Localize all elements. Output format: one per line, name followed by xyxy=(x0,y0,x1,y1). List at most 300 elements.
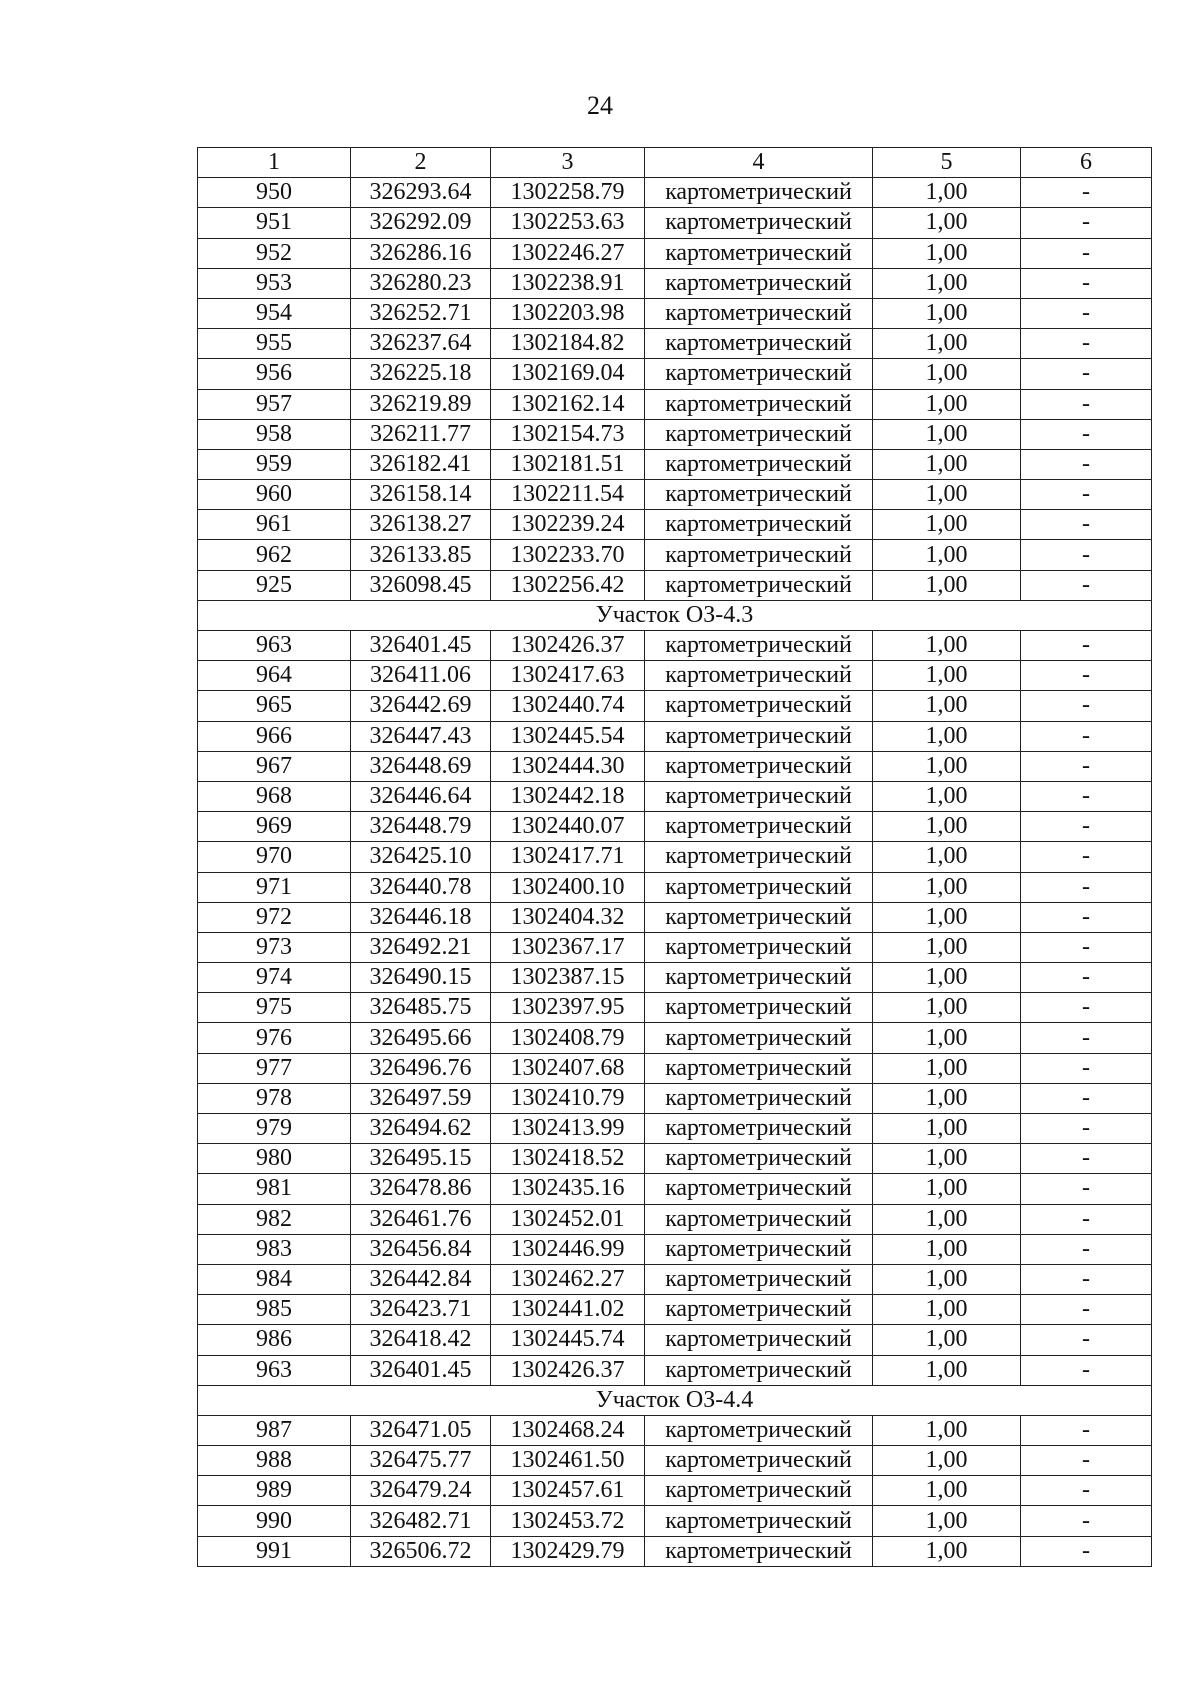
point-number-cell: 978 xyxy=(198,1083,351,1113)
method-cell: картометрический xyxy=(645,268,873,298)
accuracy-cell: 1,00 xyxy=(873,1204,1021,1234)
accuracy-cell: 1,00 xyxy=(873,540,1021,570)
point-number-cell: 955 xyxy=(198,329,351,359)
y-coordinate-cell: 1302435.16 xyxy=(491,1174,645,1204)
coordinates-table xyxy=(197,147,1152,1567)
table-row xyxy=(198,570,1152,600)
accuracy-cell: 1,00 xyxy=(873,1506,1021,1536)
point-number-cell: 989 xyxy=(198,1476,351,1506)
x-coordinate-cell: 326225.18 xyxy=(351,359,491,389)
point-number-cell: 953 xyxy=(198,268,351,298)
note-cell: - xyxy=(1021,631,1152,661)
accuracy-cell: 1,00 xyxy=(873,1053,1021,1083)
x-coordinate-cell: 326461.76 xyxy=(351,1204,491,1234)
x-coordinate-cell: 326401.45 xyxy=(351,1355,491,1385)
note-cell: - xyxy=(1021,1234,1152,1264)
accuracy-cell: 1,00 xyxy=(873,751,1021,781)
table-row xyxy=(198,359,1152,389)
x-coordinate-cell: 326418.42 xyxy=(351,1325,491,1355)
method-cell: картометрический xyxy=(645,631,873,661)
note-cell: - xyxy=(1021,570,1152,600)
note-cell: - xyxy=(1021,721,1152,751)
y-coordinate-cell: 1302440.74 xyxy=(491,691,645,721)
method-cell: картометрический xyxy=(645,1476,873,1506)
point-number-cell: 975 xyxy=(198,993,351,1023)
method-cell: картометрический xyxy=(645,1053,873,1083)
x-coordinate-cell: 326446.64 xyxy=(351,781,491,811)
method-cell: картометрический xyxy=(645,781,873,811)
point-number-cell: 957 xyxy=(198,389,351,419)
point-number-cell: 991 xyxy=(198,1536,351,1566)
point-number-cell: 988 xyxy=(198,1446,351,1476)
accuracy-cell: 1,00 xyxy=(873,872,1021,902)
table-row xyxy=(198,480,1152,510)
note-cell: - xyxy=(1021,480,1152,510)
note-cell: - xyxy=(1021,932,1152,962)
x-coordinate-cell: 326182.41 xyxy=(351,449,491,479)
column-header: 5 xyxy=(873,148,1021,178)
y-coordinate-cell: 1302184.82 xyxy=(491,329,645,359)
y-coordinate-cell: 1302446.99 xyxy=(491,1234,645,1264)
note-cell: - xyxy=(1021,1476,1152,1506)
accuracy-cell: 1,00 xyxy=(873,1415,1021,1445)
accuracy-cell: 1,00 xyxy=(873,1355,1021,1385)
note-cell: - xyxy=(1021,902,1152,932)
note-cell: - xyxy=(1021,238,1152,268)
x-coordinate-cell: 326440.78 xyxy=(351,872,491,902)
table-row xyxy=(198,1264,1152,1294)
note-cell: - xyxy=(1021,419,1152,449)
method-cell: картометрический xyxy=(645,178,873,208)
x-coordinate-cell: 326456.84 xyxy=(351,1234,491,1264)
method-cell: картометрический xyxy=(645,721,873,751)
table-row xyxy=(198,449,1152,479)
accuracy-cell: 1,00 xyxy=(873,1174,1021,1204)
note-cell: - xyxy=(1021,1355,1152,1385)
table-row xyxy=(198,1536,1152,1566)
x-coordinate-cell: 326442.69 xyxy=(351,691,491,721)
x-coordinate-cell: 326447.43 xyxy=(351,721,491,751)
point-number-cell: 963 xyxy=(198,631,351,661)
table-row xyxy=(198,661,1152,691)
table-row xyxy=(198,540,1152,570)
table-row xyxy=(198,902,1152,932)
x-coordinate-cell: 326280.23 xyxy=(351,268,491,298)
table-header-row xyxy=(198,148,1152,178)
accuracy-cell: 1,00 xyxy=(873,781,1021,811)
note-cell: - xyxy=(1021,1446,1152,1476)
x-coordinate-cell: 326252.71 xyxy=(351,298,491,328)
y-coordinate-cell: 1302258.79 xyxy=(491,178,645,208)
note-cell: - xyxy=(1021,298,1152,328)
method-cell: картометрический xyxy=(645,419,873,449)
method-cell: картометрический xyxy=(645,812,873,842)
point-number-cell: 954 xyxy=(198,298,351,328)
table-row xyxy=(198,932,1152,962)
accuracy-cell: 1,00 xyxy=(873,238,1021,268)
note-cell: - xyxy=(1021,1264,1152,1294)
y-coordinate-cell: 1302453.72 xyxy=(491,1506,645,1536)
table-row xyxy=(198,812,1152,842)
accuracy-cell: 1,00 xyxy=(873,842,1021,872)
method-cell: картометрический xyxy=(645,1506,873,1536)
table-row xyxy=(198,1295,1152,1325)
method-cell: картометрический xyxy=(645,238,873,268)
accuracy-cell: 1,00 xyxy=(873,1446,1021,1476)
note-cell: - xyxy=(1021,812,1152,842)
y-coordinate-cell: 1302211.54 xyxy=(491,480,645,510)
accuracy-cell: 1,00 xyxy=(873,1325,1021,1355)
page-number: 24 xyxy=(587,91,613,120)
point-number-cell: 986 xyxy=(198,1325,351,1355)
note-cell: - xyxy=(1021,359,1152,389)
y-coordinate-cell: 1302418.52 xyxy=(491,1144,645,1174)
section-title: Участок ОЗ-4.3 xyxy=(198,600,1152,630)
accuracy-cell: 1,00 xyxy=(873,359,1021,389)
x-coordinate-cell: 326471.05 xyxy=(351,1415,491,1445)
y-coordinate-cell: 1302457.61 xyxy=(491,1476,645,1506)
table-row xyxy=(198,842,1152,872)
accuracy-cell: 1,00 xyxy=(873,480,1021,510)
table-row xyxy=(198,510,1152,540)
accuracy-cell: 1,00 xyxy=(873,389,1021,419)
method-cell: картометрический xyxy=(645,691,873,721)
note-cell: - xyxy=(1021,510,1152,540)
point-number-cell: 956 xyxy=(198,359,351,389)
section-row xyxy=(198,1385,1152,1415)
point-number-cell: 968 xyxy=(198,781,351,811)
x-coordinate-cell: 326506.72 xyxy=(351,1536,491,1566)
method-cell: картометрический xyxy=(645,449,873,479)
y-coordinate-cell: 1302400.10 xyxy=(491,872,645,902)
note-cell: - xyxy=(1021,1114,1152,1144)
table-row xyxy=(198,1083,1152,1113)
method-cell: картометрический xyxy=(645,540,873,570)
method-cell: картометрический xyxy=(645,1023,873,1053)
point-number-cell: 974 xyxy=(198,963,351,993)
point-number-cell: 985 xyxy=(198,1295,351,1325)
x-coordinate-cell: 326478.86 xyxy=(351,1174,491,1204)
y-coordinate-cell: 1302246.27 xyxy=(491,238,645,268)
table-row xyxy=(198,1023,1152,1053)
note-cell: - xyxy=(1021,1053,1152,1083)
method-cell: картометрический xyxy=(645,1114,873,1144)
method-cell: картометрический xyxy=(645,1144,873,1174)
y-coordinate-cell: 1302233.70 xyxy=(491,540,645,570)
section-title: Участок ОЗ-4.4 xyxy=(198,1385,1152,1415)
accuracy-cell: 1,00 xyxy=(873,812,1021,842)
note-cell: - xyxy=(1021,540,1152,570)
point-number-cell: 970 xyxy=(198,842,351,872)
y-coordinate-cell: 1302181.51 xyxy=(491,449,645,479)
x-coordinate-cell: 326479.24 xyxy=(351,1476,491,1506)
method-cell: картометрический xyxy=(645,570,873,600)
y-coordinate-cell: 1302441.02 xyxy=(491,1295,645,1325)
accuracy-cell: 1,00 xyxy=(873,721,1021,751)
y-coordinate-cell: 1302461.50 xyxy=(491,1446,645,1476)
y-coordinate-cell: 1302429.79 xyxy=(491,1536,645,1566)
method-cell: картометрический xyxy=(645,1325,873,1355)
y-coordinate-cell: 1302417.71 xyxy=(491,842,645,872)
x-coordinate-cell: 326446.18 xyxy=(351,902,491,932)
method-cell: картометрический xyxy=(645,510,873,540)
accuracy-cell: 1,00 xyxy=(873,932,1021,962)
note-cell: - xyxy=(1021,178,1152,208)
accuracy-cell: 1,00 xyxy=(873,993,1021,1023)
y-coordinate-cell: 1302408.79 xyxy=(491,1023,645,1053)
note-cell: - xyxy=(1021,1325,1152,1355)
note-cell: - xyxy=(1021,1174,1152,1204)
table-row xyxy=(198,963,1152,993)
method-cell: картометрический xyxy=(645,1536,873,1566)
x-coordinate-cell: 326496.76 xyxy=(351,1053,491,1083)
note-cell: - xyxy=(1021,842,1152,872)
point-number-cell: 977 xyxy=(198,1053,351,1083)
x-coordinate-cell: 326425.10 xyxy=(351,842,491,872)
accuracy-cell: 1,00 xyxy=(873,1264,1021,1294)
y-coordinate-cell: 1302397.95 xyxy=(491,993,645,1023)
point-number-cell: 964 xyxy=(198,661,351,691)
x-coordinate-cell: 326490.15 xyxy=(351,963,491,993)
x-coordinate-cell: 326482.71 xyxy=(351,1506,491,1536)
method-cell: картометрический xyxy=(645,1446,873,1476)
y-coordinate-cell: 1302256.42 xyxy=(491,570,645,600)
table-row xyxy=(198,1204,1152,1234)
table-row xyxy=(198,1144,1152,1174)
method-cell: картометрический xyxy=(645,1355,873,1385)
point-number-cell: 990 xyxy=(198,1506,351,1536)
table-row xyxy=(198,1476,1152,1506)
point-number-cell: 961 xyxy=(198,510,351,540)
note-cell: - xyxy=(1021,268,1152,298)
y-coordinate-cell: 1302169.04 xyxy=(491,359,645,389)
table-row xyxy=(198,721,1152,751)
x-coordinate-cell: 326495.66 xyxy=(351,1023,491,1053)
y-coordinate-cell: 1302445.54 xyxy=(491,721,645,751)
point-number-cell: 979 xyxy=(198,1114,351,1144)
table-row xyxy=(198,419,1152,449)
y-coordinate-cell: 1302154.73 xyxy=(491,419,645,449)
point-number-cell: 951 xyxy=(198,208,351,238)
table-row xyxy=(198,1325,1152,1355)
x-coordinate-cell: 326286.16 xyxy=(351,238,491,268)
note-cell: - xyxy=(1021,208,1152,238)
x-coordinate-cell: 326237.64 xyxy=(351,329,491,359)
accuracy-cell: 1,00 xyxy=(873,1083,1021,1113)
column-header: 1 xyxy=(198,148,351,178)
method-cell: картометрический xyxy=(645,480,873,510)
method-cell: картометрический xyxy=(645,1295,873,1325)
x-coordinate-cell: 326158.14 xyxy=(351,480,491,510)
column-header: 2 xyxy=(351,148,491,178)
y-coordinate-cell: 1302367.17 xyxy=(491,932,645,962)
note-cell: - xyxy=(1021,872,1152,902)
point-number-cell: 983 xyxy=(198,1234,351,1264)
note-cell: - xyxy=(1021,449,1152,479)
y-coordinate-cell: 1302445.74 xyxy=(491,1325,645,1355)
method-cell: картометрический xyxy=(645,208,873,238)
y-coordinate-cell: 1302413.99 xyxy=(491,1114,645,1144)
point-number-cell: 959 xyxy=(198,449,351,479)
point-number-cell: 972 xyxy=(198,902,351,932)
note-cell: - xyxy=(1021,1536,1152,1566)
accuracy-cell: 1,00 xyxy=(873,298,1021,328)
accuracy-cell: 1,00 xyxy=(873,963,1021,993)
method-cell: картометрический xyxy=(645,932,873,962)
point-number-cell: 969 xyxy=(198,812,351,842)
x-coordinate-cell: 326497.59 xyxy=(351,1083,491,1113)
y-coordinate-cell: 1302238.91 xyxy=(491,268,645,298)
accuracy-cell: 1,00 xyxy=(873,510,1021,540)
x-coordinate-cell: 326442.84 xyxy=(351,1264,491,1294)
table-row xyxy=(198,1506,1152,1536)
coordinates-table-body xyxy=(198,148,1152,1567)
y-coordinate-cell: 1302404.32 xyxy=(491,902,645,932)
accuracy-cell: 1,00 xyxy=(873,208,1021,238)
point-number-cell: 976 xyxy=(198,1023,351,1053)
accuracy-cell: 1,00 xyxy=(873,902,1021,932)
accuracy-cell: 1,00 xyxy=(873,268,1021,298)
point-number-cell: 980 xyxy=(198,1144,351,1174)
point-number-cell: 971 xyxy=(198,872,351,902)
table-row xyxy=(198,1053,1152,1083)
table-row xyxy=(198,781,1152,811)
table-row xyxy=(198,1114,1152,1144)
note-cell: - xyxy=(1021,1204,1152,1234)
y-coordinate-cell: 1302468.24 xyxy=(491,1415,645,1445)
y-coordinate-cell: 1302253.63 xyxy=(491,208,645,238)
x-coordinate-cell: 326475.77 xyxy=(351,1446,491,1476)
method-cell: картометрический xyxy=(645,872,873,902)
note-cell: - xyxy=(1021,1415,1152,1445)
y-coordinate-cell: 1302387.15 xyxy=(491,963,645,993)
note-cell: - xyxy=(1021,1506,1152,1536)
accuracy-cell: 1,00 xyxy=(873,691,1021,721)
x-coordinate-cell: 326423.71 xyxy=(351,1295,491,1325)
note-cell: - xyxy=(1021,1083,1152,1113)
accuracy-cell: 1,00 xyxy=(873,1144,1021,1174)
note-cell: - xyxy=(1021,1023,1152,1053)
point-number-cell: 982 xyxy=(198,1204,351,1234)
point-number-cell: 981 xyxy=(198,1174,351,1204)
table-row xyxy=(198,238,1152,268)
point-number-cell: 966 xyxy=(198,721,351,751)
method-cell: картометрический xyxy=(645,1204,873,1234)
note-cell: - xyxy=(1021,781,1152,811)
note-cell: - xyxy=(1021,1144,1152,1174)
accuracy-cell: 1,00 xyxy=(873,1295,1021,1325)
x-coordinate-cell: 326401.45 xyxy=(351,631,491,661)
method-cell: картометрический xyxy=(645,1174,873,1204)
method-cell: картометрический xyxy=(645,963,873,993)
method-cell: картометрический xyxy=(645,902,873,932)
y-coordinate-cell: 1302417.63 xyxy=(491,661,645,691)
accuracy-cell: 1,00 xyxy=(873,631,1021,661)
table-row xyxy=(198,298,1152,328)
note-cell: - xyxy=(1021,691,1152,721)
accuracy-cell: 1,00 xyxy=(873,419,1021,449)
note-cell: - xyxy=(1021,389,1152,419)
accuracy-cell: 1,00 xyxy=(873,1023,1021,1053)
point-number-cell: 962 xyxy=(198,540,351,570)
y-coordinate-cell: 1302203.98 xyxy=(491,298,645,328)
table-row xyxy=(198,1446,1152,1476)
method-cell: картометрический xyxy=(645,1415,873,1445)
x-coordinate-cell: 326138.27 xyxy=(351,510,491,540)
column-header: 3 xyxy=(491,148,645,178)
accuracy-cell: 1,00 xyxy=(873,1476,1021,1506)
table-row xyxy=(198,751,1152,781)
table-row xyxy=(198,268,1152,298)
x-coordinate-cell: 326292.09 xyxy=(351,208,491,238)
x-coordinate-cell: 326448.79 xyxy=(351,812,491,842)
accuracy-cell: 1,00 xyxy=(873,329,1021,359)
method-cell: картометрический xyxy=(645,993,873,1023)
x-coordinate-cell: 326219.89 xyxy=(351,389,491,419)
method-cell: картометрический xyxy=(645,1234,873,1264)
accuracy-cell: 1,00 xyxy=(873,661,1021,691)
method-cell: картометрический xyxy=(645,389,873,419)
column-header: 4 xyxy=(645,148,873,178)
section-row xyxy=(198,600,1152,630)
table-row xyxy=(198,1234,1152,1264)
point-number-cell: 963 xyxy=(198,1355,351,1385)
y-coordinate-cell: 1302462.27 xyxy=(491,1264,645,1294)
column-header: 6 xyxy=(1021,148,1152,178)
method-cell: картометрический xyxy=(645,298,873,328)
y-coordinate-cell: 1302426.37 xyxy=(491,631,645,661)
method-cell: картометрический xyxy=(645,359,873,389)
table-row xyxy=(198,1415,1152,1445)
method-cell: картометрический xyxy=(645,661,873,691)
table-row xyxy=(198,178,1152,208)
x-coordinate-cell: 326485.75 xyxy=(351,993,491,1023)
accuracy-cell: 1,00 xyxy=(873,449,1021,479)
x-coordinate-cell: 326411.06 xyxy=(351,661,491,691)
y-coordinate-cell: 1302426.37 xyxy=(491,1355,645,1385)
accuracy-cell: 1,00 xyxy=(873,1114,1021,1144)
note-cell: - xyxy=(1021,661,1152,691)
y-coordinate-cell: 1302442.18 xyxy=(491,781,645,811)
y-coordinate-cell: 1302452.01 xyxy=(491,1204,645,1234)
method-cell: картометрический xyxy=(645,1083,873,1113)
point-number-cell: 965 xyxy=(198,691,351,721)
accuracy-cell: 1,00 xyxy=(873,570,1021,600)
point-number-cell: 967 xyxy=(198,751,351,781)
x-coordinate-cell: 326211.77 xyxy=(351,419,491,449)
accuracy-cell: 1,00 xyxy=(873,1234,1021,1264)
y-coordinate-cell: 1302239.24 xyxy=(491,510,645,540)
x-coordinate-cell: 326492.21 xyxy=(351,932,491,962)
y-coordinate-cell: 1302444.30 xyxy=(491,751,645,781)
table-row xyxy=(198,631,1152,661)
y-coordinate-cell: 1302440.07 xyxy=(491,812,645,842)
note-cell: - xyxy=(1021,751,1152,781)
table-row xyxy=(198,993,1152,1023)
method-cell: картометрический xyxy=(645,329,873,359)
table-row xyxy=(198,208,1152,238)
table-row xyxy=(198,1355,1152,1385)
note-cell: - xyxy=(1021,329,1152,359)
point-number-cell: 958 xyxy=(198,419,351,449)
y-coordinate-cell: 1302162.14 xyxy=(491,389,645,419)
method-cell: картометрический xyxy=(645,751,873,781)
table-row xyxy=(198,329,1152,359)
point-number-cell: 952 xyxy=(198,238,351,268)
table-row xyxy=(198,691,1152,721)
method-cell: картометрический xyxy=(645,1264,873,1294)
note-cell: - xyxy=(1021,1295,1152,1325)
